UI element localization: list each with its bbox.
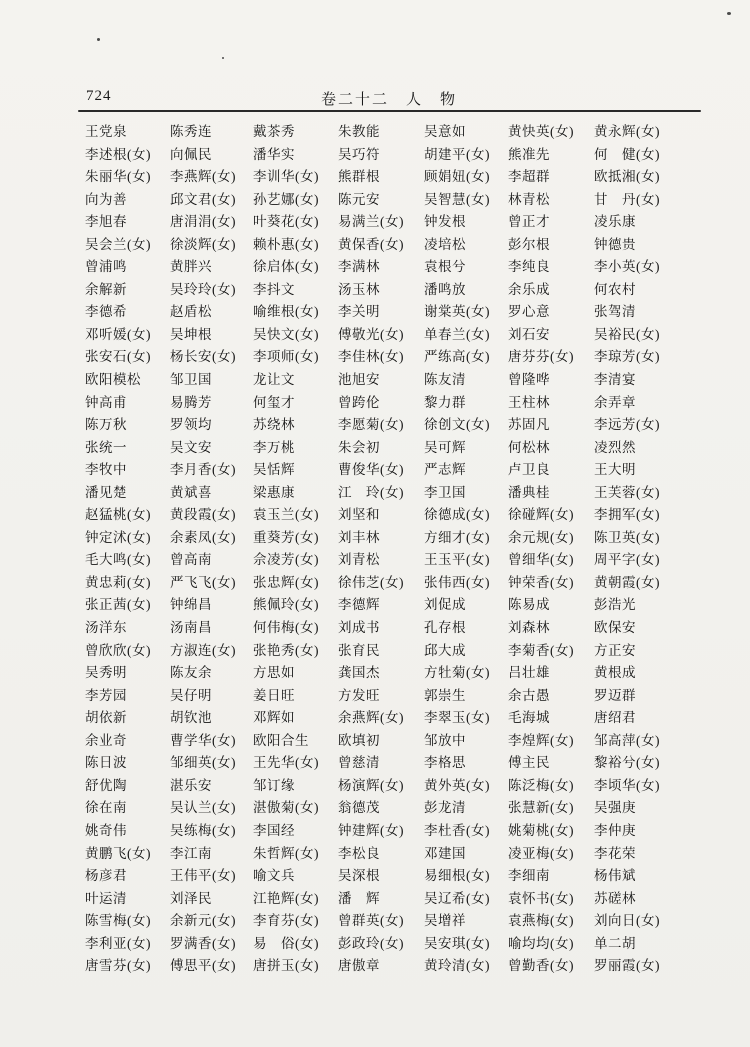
- person-name: 陈万秋: [85, 417, 127, 433]
- person-name: 曹学华(女): [170, 732, 236, 748]
- person-name: 江艳辉(女): [253, 890, 319, 906]
- person-name: 曾细华(女): [508, 552, 574, 568]
- person-name: 吴快文(女): [253, 326, 319, 342]
- person-name: 苏绕林: [253, 417, 295, 433]
- person-name: 姚菊桃(女): [508, 822, 574, 838]
- person-name: 黄玲清(女): [424, 958, 490, 974]
- person-name: 李述根(女): [85, 146, 151, 162]
- person-name: 黄根成: [594, 665, 636, 681]
- person-name: 邱文君(女): [170, 191, 236, 207]
- person-name: 刘成书: [338, 620, 380, 636]
- person-name: 邓辉如: [253, 710, 295, 726]
- person-name: 刘促成: [424, 597, 466, 613]
- person-name: 袁燕梅(女): [508, 913, 574, 929]
- person-name: 黄斌喜: [170, 484, 212, 500]
- person-name: 徐淡辉(女): [170, 236, 236, 252]
- person-name: 李满林: [338, 259, 380, 275]
- person-name: 刘泽民: [170, 890, 212, 906]
- person-name: 徐德成(女): [424, 507, 490, 523]
- person-name: 张正茜(女): [85, 597, 151, 613]
- person-name: 李小英(女): [594, 259, 660, 275]
- person-name: 朱会初: [338, 439, 380, 455]
- person-name: 李杜香(女): [424, 822, 490, 838]
- person-name: 曾跨伦: [338, 394, 380, 410]
- person-name: 袁怀书(女): [508, 890, 574, 906]
- person-name: 潘典桂: [508, 484, 550, 500]
- person-name: 余燕辉(女): [338, 710, 404, 726]
- person-name: 陈易成: [508, 597, 550, 613]
- person-name: 黄鹏飞(女): [85, 845, 151, 861]
- person-name: 李芳园: [85, 687, 127, 703]
- person-name: 罗丽霞(女): [594, 958, 660, 974]
- person-name: 曾隆哗: [508, 372, 550, 388]
- person-name: 余乐成: [508, 281, 550, 297]
- person-name: 曾慈清: [338, 755, 380, 771]
- person-name: 李抖文: [253, 281, 295, 297]
- person-name: 钟高甫: [85, 394, 127, 410]
- person-name: 曾正才: [508, 214, 550, 230]
- person-name: 吴可辉: [424, 439, 466, 455]
- person-name: 王先华(女): [253, 755, 319, 771]
- person-name: 曾群英(女): [338, 913, 404, 929]
- person-name: 欧阳模松: [85, 372, 141, 388]
- person-name: 李旭春: [85, 214, 127, 230]
- person-name: 易满兰(女): [338, 214, 404, 230]
- person-name: 傅思平(女): [170, 958, 236, 974]
- person-name: 舒优陶: [85, 777, 127, 793]
- person-name: 余解新: [85, 281, 127, 297]
- page-number: 724: [86, 88, 112, 104]
- person-name: 李德辉: [338, 597, 380, 613]
- person-name: 池旭安: [338, 372, 380, 388]
- person-name: 钟荣香(女): [508, 574, 574, 590]
- person-name: 傅主民: [508, 755, 550, 771]
- person-name: 甘 丹(女): [594, 191, 660, 207]
- person-name: 李菊香(女): [508, 642, 574, 658]
- person-name: 苏固凡: [508, 417, 550, 433]
- print-speck: [222, 57, 224, 59]
- person-name: 李煌辉(女): [508, 732, 574, 748]
- person-name: 张统一: [85, 439, 127, 455]
- person-name: 林青松: [508, 191, 550, 207]
- person-name: 欧阳合生: [253, 732, 309, 748]
- person-name: 朱哲辉(女): [253, 845, 319, 861]
- person-name: 吴秀明: [85, 665, 127, 681]
- person-name: 吴辽希(女): [424, 890, 490, 906]
- person-name: 黄胖兴: [170, 259, 212, 275]
- person-name: 顾娟妞(女): [424, 169, 490, 185]
- person-name: 吴坤根: [170, 326, 212, 342]
- person-name: 易腾芳: [170, 394, 212, 410]
- page-header: [78, 88, 700, 108]
- person-name: 李牧中: [85, 462, 127, 478]
- person-name: 欧填初: [338, 732, 380, 748]
- person-name: 李拥军(女): [594, 507, 660, 523]
- person-name: 李花荣: [594, 845, 636, 861]
- person-name: 余新元(女): [170, 913, 236, 929]
- person-name: 王柱林: [508, 394, 550, 410]
- person-name: 喻文兵: [253, 868, 295, 884]
- person-name: 何农村: [594, 281, 636, 297]
- person-name: 吴玲玲(女): [170, 281, 236, 297]
- person-name: 徐启体(女): [253, 259, 319, 275]
- person-name: 刘丰林: [338, 529, 380, 545]
- person-name: 凌亚梅(女): [508, 845, 574, 861]
- person-name: 刘向日(女): [594, 913, 660, 929]
- person-name: 徐碰辉(女): [508, 507, 574, 523]
- person-name: 曾勤香(女): [508, 958, 574, 974]
- person-name: 李松良: [338, 845, 380, 861]
- person-name: 李远芳(女): [594, 417, 660, 433]
- person-name: 喻均均(女): [508, 935, 574, 951]
- person-name: 龙让文: [253, 372, 295, 388]
- person-name: 李卫国: [424, 484, 466, 500]
- person-name: 李翠玉(女): [424, 710, 490, 726]
- person-name: 陈雪梅(女): [85, 913, 151, 929]
- person-name: 李万桃: [253, 439, 295, 455]
- person-name: 彭尔根: [508, 236, 550, 252]
- person-name: 潘见楚: [85, 484, 127, 500]
- person-name: 凌乐康: [594, 214, 636, 230]
- person-name: 徐在南: [85, 800, 127, 816]
- person-name: 彭浩光: [594, 597, 636, 613]
- person-name: 胡钦池: [170, 710, 212, 726]
- person-name: 朱教能: [338, 124, 380, 139]
- person-name: 唐绍君: [594, 710, 636, 726]
- person-name: 黎力群: [424, 394, 466, 410]
- person-name: 邓建国: [424, 845, 466, 861]
- person-name: 张忠辉(女): [253, 574, 319, 590]
- person-name: 熊群根: [338, 169, 380, 185]
- person-name: 吴裕民(女): [594, 326, 660, 342]
- person-name: 汤玉林: [338, 281, 380, 297]
- person-name: 邓听媛(女): [85, 326, 151, 342]
- person-name: 李江南: [170, 845, 212, 861]
- person-name: 王伟平(女): [170, 868, 236, 884]
- person-name: 杨长安(女): [170, 349, 236, 365]
- person-name: 胡建平(女): [424, 146, 490, 162]
- person-name: 彭龙清: [424, 800, 466, 816]
- person-name: 方细才(女): [424, 529, 490, 545]
- person-name: 张安石(女): [85, 349, 151, 365]
- person-name: 陈秀连: [170, 124, 212, 139]
- person-name: 向佩民: [170, 146, 212, 162]
- person-name: 姚奇伟: [85, 822, 127, 838]
- person-name: 何 健(女): [594, 146, 660, 162]
- person-name: 吴深根: [338, 868, 380, 884]
- person-name: 潘 辉: [338, 890, 380, 906]
- person-name: 李训华(女): [253, 169, 319, 185]
- person-name: 陈友清: [424, 372, 466, 388]
- person-name: 邹细英(女): [170, 755, 236, 771]
- person-name: 黄朝霞(女): [594, 574, 660, 590]
- person-name: 徐伟芝(女): [338, 574, 404, 590]
- person-name: 唐涓涓(女): [170, 214, 236, 230]
- person-name: 李燕辉(女): [170, 169, 236, 185]
- person-name: 黄永辉(女): [594, 124, 660, 139]
- person-name: 谢棠英(女): [424, 304, 490, 320]
- person-name: 杨彦君: [85, 868, 127, 884]
- person-name: 刘石安: [508, 326, 550, 342]
- person-name: 佘凌芳(女): [253, 552, 319, 568]
- person-name: 李细南: [508, 868, 550, 884]
- running-title: 卷二十二 人 物: [320, 92, 457, 108]
- person-name: 单二胡: [594, 935, 636, 951]
- person-name: 邹高萍(女): [594, 732, 660, 748]
- person-name: 姜日旺: [253, 687, 295, 703]
- person-name: 邹放中: [424, 732, 466, 748]
- person-name: 李顷华(女): [594, 777, 660, 793]
- person-name: 黄快英(女): [508, 124, 574, 139]
- person-name: 湛乐安: [170, 777, 212, 793]
- person-name: 严志辉: [424, 462, 466, 478]
- person-name: 吴强庚: [594, 800, 636, 816]
- person-name: 钟定沭(女): [85, 529, 151, 545]
- person-name: 陈元安: [338, 191, 380, 207]
- person-name: 黄保香(女): [338, 236, 404, 252]
- person-name: 赵盾松: [170, 304, 212, 320]
- person-name: 王芙蓉(女): [594, 484, 660, 500]
- person-name: 傅敬光(女): [338, 326, 404, 342]
- person-name: 邹订缘: [253, 777, 295, 793]
- person-name: 李国经: [253, 822, 295, 838]
- person-name: 李愿菊(女): [338, 417, 404, 433]
- person-name: 何伟梅(女): [253, 620, 319, 636]
- person-name: 陈日波: [85, 755, 127, 771]
- person-name: 张慧新(女): [508, 800, 574, 816]
- person-name: 张伟西(女): [424, 574, 490, 590]
- person-name: 曾欣欣(女): [85, 642, 151, 658]
- person-name: 叶运清: [85, 890, 127, 906]
- person-name: 张艳秀(女): [253, 642, 319, 658]
- person-name: 陈泛梅(女): [508, 777, 574, 793]
- person-name: 罗领均: [170, 417, 212, 433]
- person-name: 赵猛桃(女): [85, 507, 151, 523]
- person-name: 吕壮雄: [508, 665, 550, 681]
- person-name: 黎裕兮(女): [594, 755, 660, 771]
- person-name: 何玺才: [253, 394, 295, 410]
- person-name: 卢卫良: [508, 462, 550, 478]
- person-name: 苏磋林: [594, 890, 636, 906]
- person-name: 李利亚(女): [85, 935, 151, 951]
- person-name: 单春兰(女): [424, 326, 490, 342]
- person-name: 张驾清: [594, 304, 636, 320]
- person-name: 李仲庚: [594, 822, 636, 838]
- header-rule: [78, 110, 701, 112]
- person-name: 熊准先: [508, 146, 550, 162]
- person-name: 李项师(女): [253, 349, 319, 365]
- person-name: 杨演辉(女): [338, 777, 404, 793]
- person-name: 李格思: [424, 755, 466, 771]
- person-name: 刘森林: [508, 620, 550, 636]
- person-name: 李育芬(女): [253, 913, 319, 929]
- person-name: 毛大鸣(女): [85, 552, 151, 568]
- person-name: 孔存根: [424, 620, 466, 636]
- person-name: 彭政玲(女): [338, 935, 404, 951]
- person-name: 吴智慧(女): [424, 191, 490, 207]
- person-name: 湛傲菊(女): [253, 800, 319, 816]
- person-name: 李超群: [508, 169, 550, 185]
- person-name: 余业奇: [85, 732, 127, 748]
- person-name: 李琼芳(女): [594, 349, 660, 365]
- person-name: 翁德茂: [338, 800, 380, 816]
- person-name: 孙艺娜(女): [253, 191, 319, 207]
- person-name: 钟绵昌: [170, 597, 212, 613]
- person-name: 钟发根: [424, 214, 466, 230]
- person-name: 汤南昌: [170, 620, 212, 636]
- person-name: 曾高南: [170, 552, 212, 568]
- person-name: 朱丽华(女): [85, 169, 151, 185]
- person-name: 吴安琪(女): [424, 935, 490, 951]
- person-name: 曾浦鸣: [85, 259, 127, 275]
- person-name: 陈卫英(女): [594, 529, 660, 545]
- person-name: 方思如: [253, 665, 295, 681]
- person-name: 余古愚: [508, 687, 550, 703]
- person-name: 潘华实: [253, 146, 295, 162]
- person-name: 方淑连(女): [170, 642, 236, 658]
- person-name: 凌培松: [424, 236, 466, 252]
- person-name: 唐拼玉(女): [253, 958, 319, 974]
- person-name: 余素凤(女): [170, 529, 236, 545]
- person-name: 何松林: [508, 439, 550, 455]
- person-name: 严飞飞(女): [170, 574, 236, 590]
- person-name: 李月香(女): [170, 462, 236, 478]
- person-name: 吴会兰(女): [85, 236, 151, 252]
- person-name: 周平字(女): [594, 552, 660, 568]
- person-name: 邱大成: [424, 642, 466, 658]
- person-name: 喻维根(女): [253, 304, 319, 320]
- person-name: 唐芬芬(女): [508, 349, 574, 365]
- person-name: 凌烈然: [594, 439, 636, 455]
- person-name: 曹俊华(女): [338, 462, 404, 478]
- person-name: 黄忠莉(女): [85, 574, 151, 590]
- person-name: 吴意如: [424, 124, 466, 139]
- person-name: 黄外英(女): [424, 777, 490, 793]
- person-name: 罗迈群: [594, 687, 636, 703]
- person-name: 易细根(女): [424, 868, 490, 884]
- person-name: 邹卫国: [170, 372, 212, 388]
- person-name: 李佳林(女): [338, 349, 404, 365]
- person-name: 唐傲章: [338, 958, 380, 974]
- person-name: 唐雪芬(女): [85, 958, 151, 974]
- person-name: 吴文安: [170, 439, 212, 455]
- person-name: 戴茶秀: [253, 124, 295, 139]
- person-name: 吴增祥: [424, 913, 466, 929]
- name-list: [85, 121, 678, 978]
- person-name: 罗满香(女): [170, 935, 236, 951]
- person-name: 欧保安: [594, 620, 636, 636]
- person-name: 梁惠康: [253, 484, 295, 500]
- person-name: 胡依新: [85, 710, 127, 726]
- person-name: 方正安: [594, 642, 636, 658]
- person-name: 方发旺: [338, 687, 380, 703]
- person-name: 余元规(女): [508, 529, 574, 545]
- person-name: 吴认兰(女): [170, 800, 236, 816]
- person-name: 赖朴惠(女): [253, 236, 319, 252]
- person-name: 徐创文(女): [424, 417, 490, 433]
- person-name: 李德希: [85, 304, 127, 320]
- person-name: 吴恬辉: [253, 462, 295, 478]
- person-name: 袁根兮: [424, 259, 466, 275]
- person-name: 罗心意: [508, 304, 550, 320]
- person-name: 叶葵花(女): [253, 214, 319, 230]
- person-name: 潘鸣放: [424, 281, 466, 297]
- person-name: 龚国杰: [338, 665, 380, 681]
- person-name: 李纯良: [508, 259, 550, 275]
- person-name: 王党泉: [85, 124, 127, 139]
- person-name: 李关明: [338, 304, 380, 320]
- person-name: 方牡菊(女): [424, 665, 490, 681]
- person-name: 郭崇生: [424, 687, 466, 703]
- person-name: 汤洋东: [85, 620, 127, 636]
- person-name: 重葵芳(女): [253, 529, 319, 545]
- person-name: 吴巧符: [338, 146, 380, 162]
- person-name: 钟建辉(女): [338, 822, 404, 838]
- person-name: 袁玉兰(女): [253, 507, 319, 523]
- person-name: 江 玲(女): [338, 484, 404, 500]
- person-name: 刘坚和: [338, 507, 380, 523]
- person-name: 熊佩玲(女): [253, 597, 319, 613]
- person-name: 欧抵湘(女): [594, 169, 660, 185]
- person-name: 钟德贵: [594, 236, 636, 252]
- person-name: 严练高(女): [424, 349, 490, 365]
- person-name: 余弄章: [594, 394, 636, 410]
- person-name: 刘青松: [338, 552, 380, 568]
- person-name: 吴仔明: [170, 687, 212, 703]
- person-name: 张育民: [338, 642, 380, 658]
- person-name: 王大明: [594, 462, 636, 478]
- person-name: 向为善: [85, 191, 127, 207]
- print-speck: [727, 12, 731, 15]
- print-speck: [97, 38, 100, 41]
- person-name: 毛海城: [508, 710, 550, 726]
- person-name: 李清宴: [594, 372, 636, 388]
- person-name: 陈友余: [170, 665, 212, 681]
- person-name: 吴练梅(女): [170, 822, 236, 838]
- person-name: 杨伟斌: [594, 868, 636, 884]
- person-name: 易 俗(女): [253, 935, 319, 951]
- person-name: 黄段霞(女): [170, 507, 236, 523]
- person-name: 王玉平(女): [424, 552, 490, 568]
